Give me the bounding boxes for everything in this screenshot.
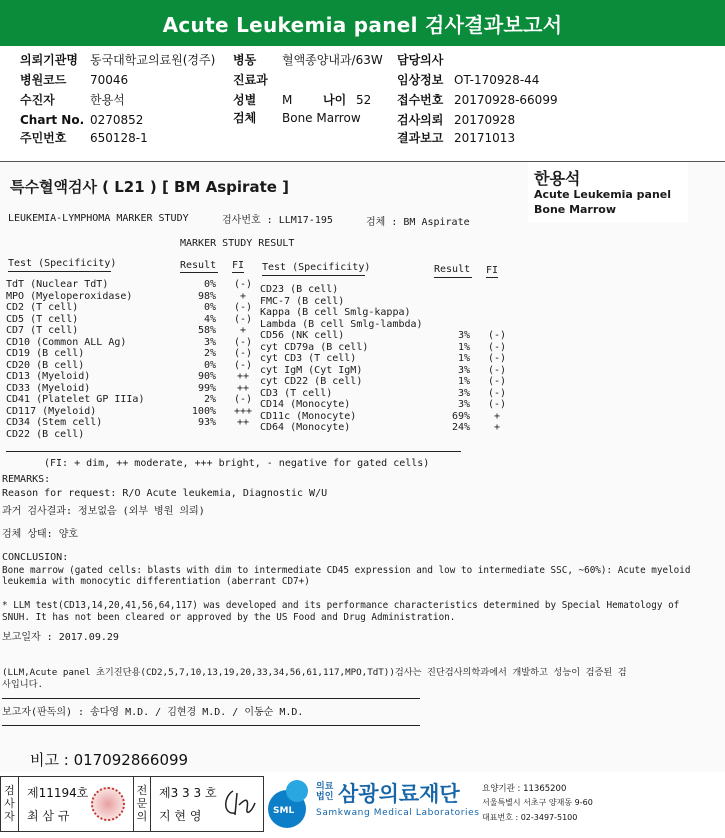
marker-left-test: CD2 (T cell) <box>6 302 79 313</box>
dept-label: 진료과 <box>233 73 268 87</box>
marker-left-row <box>6 291 256 303</box>
clinical-label: 임상정보 <box>397 73 444 87</box>
marker-left-row <box>6 429 256 441</box>
fi-note: (FI: + dim, ++ moderate, +++ bright, - negative for gated cells) <box>44 458 430 469</box>
signature-box <box>0 776 264 832</box>
institution-label: 의뢰기관명 <box>20 53 78 67</box>
marker-left-test: CD10 (Common ALL Ag) <box>6 336 127 348</box>
col-fi-left: FI <box>232 260 245 271</box>
llm-note-line1: * LLM test(CD13,14,20,41,56,64,117) was developed and its performance characteristics determined by Special Hematology of <box>2 600 680 611</box>
marker-left-result: 58% <box>197 325 216 336</box>
conclusion-label: CONCLUSION: <box>2 552 69 563</box>
stamp-line1: Acute Leukemia panel <box>534 188 672 201</box>
report-label: 결과보고 <box>397 131 444 145</box>
ward-label: 병동 <box>233 53 257 67</box>
marker-right-fi: (-) <box>487 399 507 410</box>
marker-left-fi: (-) <box>233 279 253 290</box>
marker-right-test: cyt CD3 (T cell) <box>260 353 357 364</box>
request-value: 20170928 <box>454 113 516 127</box>
marker-left-fi: (-) <box>233 336 253 348</box>
marker-right-fi: (-) <box>487 353 507 364</box>
remark-code: 비고 : 017092866099 <box>30 751 189 769</box>
marker-left-row <box>6 383 256 395</box>
marker-right-fi: (-) <box>487 330 507 341</box>
patient-stamp <box>528 162 688 222</box>
marker-left-result: 98% <box>197 290 216 302</box>
marker-right-row <box>260 353 510 365</box>
marker-right-fi: (-) <box>487 387 507 399</box>
specialist-no: 제3 3 3 호 <box>159 786 217 800</box>
marker-left-fi: +++ <box>233 405 253 417</box>
marker-right-row <box>260 376 510 388</box>
marker-left-row <box>6 302 256 314</box>
marker-table-right <box>260 284 510 434</box>
hospital-code-value: 70046 <box>90 73 129 87</box>
marker-left-fi: + <box>239 290 247 302</box>
chart-label: Chart No. <box>20 113 85 127</box>
header-rule-1 <box>8 271 111 272</box>
specialist-label: 전문의 <box>133 777 151 831</box>
marker-right-test: cyt CD79a (B cell) <box>260 341 369 353</box>
specimen-state: 검체 상태: 양호 <box>2 529 79 540</box>
age-value: 52 <box>356 93 372 107</box>
col-test-right: Test (Specificity) <box>262 262 371 273</box>
marker-left-result: 93% <box>197 417 216 428</box>
inspector-label: 검사자 <box>1 777 19 831</box>
marker-right-result: 1% <box>457 341 470 353</box>
marker-left-fi: (-) <box>233 348 253 359</box>
marker-right-row <box>260 284 510 296</box>
specimen-label: 검체 <box>233 111 257 125</box>
institution-value: 동국대학교의료원(경주) <box>90 53 216 67</box>
marker-right-test: Lambda (B cell Smlg-lambda) <box>260 318 423 330</box>
marker-left-test: CD20 (B cell) <box>6 359 85 371</box>
marker-left-test: CD117 (Myeloid) <box>6 405 97 417</box>
stamp-name: 한용석 <box>534 169 581 188</box>
marker-right-row <box>260 399 510 411</box>
remarks-text: Reason for request: R/O Acute leukemia, Diagnostic W/U <box>2 488 328 499</box>
org-type <box>316 782 333 802</box>
marker-left-fi: (-) <box>233 302 253 313</box>
inspector-seal <box>91 787 125 821</box>
result-title: MARKER STUDY RESULT <box>180 238 295 249</box>
logo-text: SML <box>273 806 295 816</box>
panel-note-line1: (LLM,Acute panel 초기진단용(CD2,5,7,10,13,19,20,33,34,56,61,117,MPO,TdT))검사는 진단검사의학과에서 개발하고 성능이 검증된 검 <box>2 667 627 678</box>
marker-left-row <box>6 371 256 383</box>
marker-right-test: CD11c (Monocyte) <box>260 410 357 422</box>
panel-note-line2: 사입니다. <box>2 679 44 690</box>
specimen-line: 검체 : BM Aspirate <box>366 217 470 228</box>
marker-right-fi: (-) <box>487 364 507 376</box>
marker-left-test: CD13 (Myeloid) <box>6 371 91 382</box>
sex-value: M <box>282 93 293 107</box>
marker-left-test: CD33 (Myeloid) <box>6 382 91 394</box>
marker-right-result: 3% <box>457 399 470 410</box>
specialist-signature <box>219 785 259 821</box>
marker-right-row <box>260 342 510 354</box>
marker-table-left <box>6 279 256 440</box>
marker-right-result: 1% <box>457 353 470 364</box>
conclusion-line1: Bone marrow (gated cells: blasts with dim to intermediate CD45 expression and low to intermediate SSC, ~60%): Acute myeloid <box>2 565 691 576</box>
marker-right-result: 3% <box>457 330 470 341</box>
report-value: 20171013 <box>454 131 516 145</box>
marker-left-result: 0% <box>203 302 216 313</box>
marker-right-result: 3% <box>457 364 470 376</box>
marker-left-row <box>6 417 256 429</box>
marker-left-test: MPO (Myeloperoxidase) <box>6 290 133 302</box>
org-type-1: 의료 <box>316 782 334 792</box>
marker-left-fi: ++ <box>236 371 250 382</box>
marker-left-row <box>6 314 256 326</box>
conclusion-line2: leukemia with monocytic differentiation (aberrant CD7+) <box>2 576 310 587</box>
marker-right-result: 3% <box>457 387 470 399</box>
llm-note-line2: SNUH. It has not been cleared or approved by the US Food and Drug Administration. <box>2 612 456 623</box>
col-fi-right: FI <box>486 265 499 276</box>
col-result-left: Result <box>180 260 217 271</box>
sml-logo-icon <box>268 780 312 828</box>
marker-left-result: 2% <box>203 348 216 359</box>
header-rule-5 <box>434 277 472 278</box>
marker-left-fi: ++ <box>236 382 250 394</box>
marker-right-test: CD3 (T cell) <box>260 387 333 399</box>
marker-right-test: cyt IgM (Cyt IgM) <box>260 364 363 376</box>
marker-left-result: 0% <box>203 359 216 371</box>
study-title: LEUKEMIA-LYMPHOMA MARKER STUDY <box>8 213 189 224</box>
sex-label: 성별 <box>233 93 257 107</box>
header-rule-4 <box>262 275 365 276</box>
inspector-no: 제11194호 <box>27 786 89 800</box>
marker-right-test: CD23 (B cell) <box>260 284 339 295</box>
marker-right-test: CD64 (Monocyte) <box>260 422 351 433</box>
specimen-value: Bone Marrow <box>282 111 361 125</box>
patient-value: 한용석 <box>90 93 125 107</box>
remarks-label: REMARKS: <box>2 474 51 485</box>
col-test-left: Test (Specificity) <box>8 258 117 269</box>
rrn-label: 주민번호 <box>20 131 67 145</box>
marker-left-result: 2% <box>203 394 216 405</box>
marker-right-result: 69% <box>451 410 470 422</box>
marker-right-test: CD14 (Monocyte) <box>260 399 351 410</box>
marker-right-test: CD56 (NK cell) <box>260 330 345 341</box>
marker-left-row <box>6 279 256 291</box>
age-label: 나이 <box>323 93 347 107</box>
receipt-label: 접수번호 <box>397 93 444 107</box>
reporter-rule-bottom <box>2 725 420 726</box>
marker-right-row <box>260 422 510 434</box>
address: 서울특별시 서초구 양재동 9-60 <box>482 798 593 807</box>
marker-left-row <box>6 348 256 360</box>
marker-left-result: 3% <box>203 336 216 348</box>
chart-value: 0270852 <box>90 113 144 127</box>
marker-left-fi: ++ <box>236 417 250 428</box>
marker-right-result: 24% <box>451 422 470 433</box>
marker-left-test: CD7 (T cell) <box>6 325 79 336</box>
marker-right-test: Kappa (B cell Smlg-kappa) <box>260 307 411 318</box>
marker-right-fi: (-) <box>487 341 507 353</box>
marker-left-row <box>6 337 256 349</box>
marker-left-result: 99% <box>197 382 216 394</box>
marker-right-fi: + <box>493 410 501 422</box>
marker-left-test: CD41 (Platelet GP IIIa) <box>6 394 145 405</box>
marker-right-row <box>260 296 510 308</box>
marker-left-row <box>6 360 256 372</box>
inst-code: 요양기관 : 11365200 <box>482 784 567 794</box>
report-title: Acute Leukemia panel 검사결과보고서 <box>0 0 725 46</box>
stamp-line2: Bone Marrow <box>534 203 617 216</box>
marker-left-test: CD34 (Stem cell) <box>6 417 103 428</box>
marker-left-row <box>6 325 256 337</box>
marker-left-fi: + <box>239 325 247 336</box>
reporter-rule-top <box>2 698 420 699</box>
reporter-line: 보고자(판독의) : 송다영 M.D. / 김현경 M.D. / 이동순 M.D. <box>2 707 304 718</box>
request-label: 검사의뢰 <box>397 113 444 127</box>
marker-left-row <box>6 394 256 406</box>
header-rule-3 <box>232 272 244 273</box>
marker-left-result: 4% <box>203 313 216 325</box>
test-number: 검사번호 : LLM17-195 <box>222 215 333 226</box>
marker-right-row <box>260 388 510 400</box>
receipt-value: 20170928-66099 <box>454 93 558 107</box>
inspector-name: 최 삼 규 <box>27 809 70 823</box>
marker-left-test: CD5 (T cell) <box>6 313 79 325</box>
ward-value: 혈액종양내과/63W <box>282 53 383 67</box>
header-rule-6 <box>486 277 498 278</box>
clinical-value: OT-170928-44 <box>454 73 540 87</box>
hospital-code-label: 병원코드 <box>20 73 67 87</box>
specialist-name: 지 현 영 <box>159 809 202 823</box>
org-english: Samkwang Medical Laboratories <box>316 808 480 818</box>
marker-right-row <box>260 307 510 319</box>
marker-right-row <box>260 330 510 342</box>
marker-left-test: CD19 (B cell) <box>6 348 85 359</box>
marker-left-test: CD22 (B cell) <box>6 428 85 440</box>
scan-header: 특수혈액검사 ( L21 ) [ BM Aspirate ] <box>10 178 289 196</box>
rrn-value: 650128-1 <box>90 131 148 145</box>
patient-label: 수진자 <box>20 93 55 107</box>
doctor-label: 담당의사 <box>397 53 444 67</box>
marker-left-fi: (-) <box>233 313 253 325</box>
marker-left-fi: (-) <box>233 359 253 371</box>
past-result: 과거 검사결과: 정보없음 (외부 병원 의뢰) <box>2 506 205 517</box>
patient-info-block <box>0 46 725 162</box>
marker-left-test: TdT (Nuclear TdT) <box>6 279 109 290</box>
marker-left-fi: (-) <box>233 394 253 405</box>
org-type-2: 법인 <box>316 792 334 802</box>
marker-right-fi: + <box>493 422 501 433</box>
footer <box>0 774 725 838</box>
marker-left-row <box>6 406 256 418</box>
marker-right-row <box>260 411 510 423</box>
scanned-report <box>0 162 725 772</box>
marker-right-test: FMC-7 (B cell) <box>260 295 345 307</box>
marker-left-result: 0% <box>203 279 216 290</box>
org-name: 삼광의료재단 <box>338 782 460 806</box>
marker-right-row <box>260 365 510 377</box>
marker-right-test: cyt CD22 (B cell) <box>260 376 363 387</box>
marker-right-row <box>260 319 510 331</box>
table-bottom-rule <box>6 451 461 452</box>
col-result-right: Result <box>434 264 471 275</box>
header-rule-2 <box>180 272 218 273</box>
phone: 대표번호 : 02-3497-5100 <box>482 813 578 822</box>
marker-right-result: 1% <box>457 376 470 387</box>
marker-right-fi: (-) <box>487 376 507 387</box>
marker-left-result: 90% <box>197 371 216 382</box>
report-date: 보고일자 : 2017.09.29 <box>2 632 119 643</box>
marker-left-result: 100% <box>191 405 216 417</box>
